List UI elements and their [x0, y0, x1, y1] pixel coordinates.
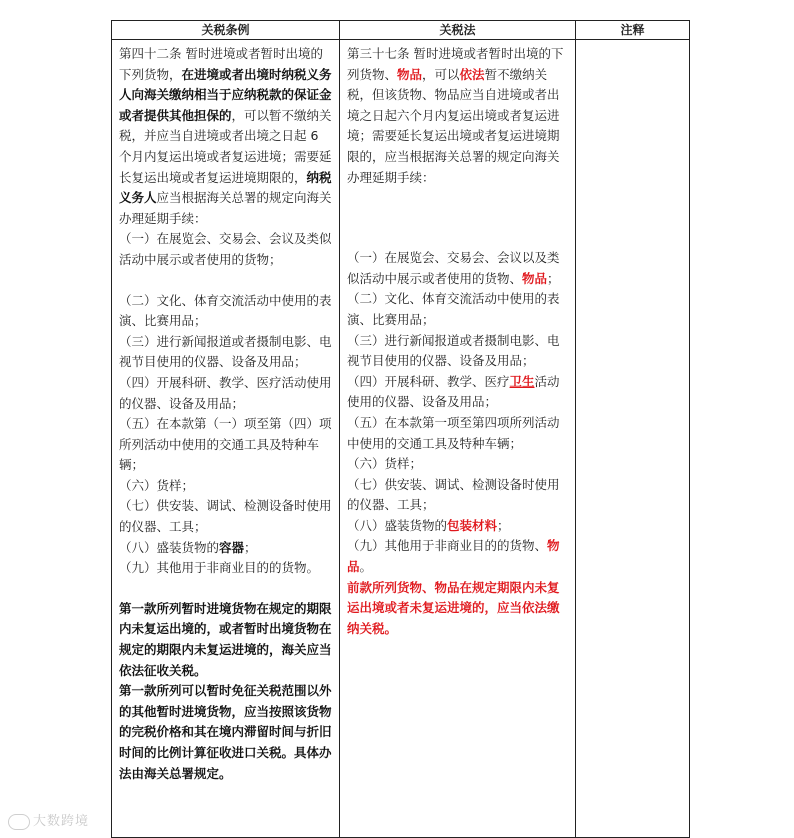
emphasized-text: 包装材料	[447, 517, 498, 533]
clause-paragraph	[119, 476, 334, 497]
blank-line	[347, 228, 570, 248]
blank-line	[347, 208, 570, 228]
header-law: 关税法	[340, 21, 576, 40]
clause-paragraph	[119, 44, 334, 229]
clause-paragraph	[347, 331, 570, 372]
clause-text: （二）文化、体育交流活动中使用的表演、比赛用品；	[119, 292, 332, 329]
notes-column	[576, 40, 690, 838]
clause-paragraph	[347, 475, 570, 516]
clause-text: （一）在展览会、交易会、会议以及类似活动中展示或者使用的货物、	[347, 250, 560, 286]
clause-text: （七）供安装、调试、检测设备时使用的仪器、工具；	[347, 476, 560, 513]
clause-paragraph	[119, 332, 334, 373]
emphasized-text: 卫生	[509, 373, 535, 389]
clause-paragraph	[119, 414, 334, 476]
blank-line	[119, 271, 334, 291]
clause-text: （八）盛装货物的	[347, 517, 448, 533]
emphasized-text: 第一款所列暂时进境货物在规定的期限内未复运出境的，或者暂时出境货物在规定的期限内未复运进境的，海关应当依法征收关税。	[119, 600, 332, 678]
clause-text: （六）货样；	[119, 477, 195, 493]
content-row	[112, 40, 690, 838]
clause-text: （五）在本款第（一）项至第（四）项所列活动中使用的交通工具及特种车辆；	[119, 416, 332, 473]
emphasized-text: 在进境或者出境时纳税义务人向海关缴纳相当于应纳税款的保证金或者提供其他担保的	[119, 66, 332, 123]
clause-paragraph	[119, 229, 334, 270]
clause-text: 应当根据海关总署的规定向海关办理延期手续：	[119, 190, 332, 226]
clause-paragraph	[119, 496, 334, 537]
clause-text: （六）货样；	[347, 456, 423, 472]
clause-text: （八）盛装货物的	[119, 539, 220, 555]
clause-text: 。	[359, 559, 373, 575]
emphasized-text: 第一款所列可以暂时免征关税范围以外的其他暂时进境货物，应当按照该货物的完税价格和其在境内滞留时间与折旧时间的比例计算征收进口关税。具体办法由海关总署规定。	[119, 683, 332, 781]
watermark-logo-icon	[8, 814, 30, 830]
clause-text: （四）开展科研、教学、医疗	[347, 373, 510, 389]
clause-text: （三）进行新闻报道或者摄制电影、电视节目使用的仪器、设备及用品；	[119, 333, 332, 370]
clause-paragraph	[347, 413, 570, 454]
watermark-text: 大数跨境	[33, 814, 90, 829]
emphasized-text: 物品	[397, 66, 423, 82]
clause-text: （三）进行新闻报道或者摄制电影、电视节目使用的仪器、设备及用品；	[347, 332, 560, 369]
clause-paragraph	[347, 372, 570, 413]
clause-text: ；	[547, 270, 560, 286]
clause-paragraph	[347, 578, 570, 640]
blank-line	[347, 188, 570, 208]
clause-paragraph	[119, 373, 334, 414]
clause-paragraph	[347, 289, 570, 330]
emphasized-text: 依法	[459, 66, 485, 82]
law-column	[340, 40, 576, 838]
clause-text: 第四十二条 暂时进境或者暂时出境的下列货物，	[119, 46, 323, 82]
clause-text: 第三十七条 暂时进境或者暂时出境的下列货物、	[347, 46, 564, 82]
clause-paragraph	[347, 516, 570, 537]
emphasized-text: 纳税义务人	[119, 169, 332, 206]
comparison-table	[111, 20, 690, 838]
emphasized-text: 物品	[347, 538, 560, 575]
clause-paragraph	[119, 681, 334, 784]
blank-line	[119, 579, 334, 599]
clause-paragraph	[119, 599, 334, 681]
clause-text: （七）供安装、调试、检测设备时使用的仪器、工具；	[119, 498, 332, 535]
header-notes: 注释	[576, 21, 690, 40]
clause-text: ，可以暂不缴纳关税，并应当自进境或者出境之日起 6 个月内复运出境或者复运进境；需要延长复运出境或者复运进境期限的，	[119, 107, 332, 185]
clause-paragraph	[119, 538, 334, 559]
clause-paragraph	[119, 291, 334, 332]
watermark	[8, 810, 89, 830]
clause-text: （九）其他用于非商业目的的货物、	[347, 538, 548, 554]
clause-text: （四）开展科研、教学、医疗活动使用的仪器、设备及用品；	[119, 374, 332, 411]
clause-paragraph	[347, 536, 570, 577]
clause-text: （五）在本款第一项至第四项所列活动中使用的交通工具及特种车辆；	[347, 414, 560, 451]
clause-text: （二）文化、体育交流活动中使用的表演、比赛用品；	[347, 291, 560, 327]
clause-paragraph	[347, 248, 570, 289]
emphasized-text: 物品	[522, 270, 548, 286]
clause-text: 活动使用的仪器、设备及用品；	[347, 373, 560, 410]
header-row	[112, 21, 690, 40]
regulation-column	[112, 40, 340, 838]
emphasized-text: 前款所列货物、物品在规定期限内未复运出境或者未复运进境的，应当依法缴纳关税。	[347, 579, 560, 636]
clause-paragraph	[347, 44, 570, 188]
clause-paragraph	[119, 558, 334, 579]
clause-text: （九）其他用于非商业目的的货物。	[119, 560, 320, 576]
clause-text: ，可以	[422, 66, 460, 82]
clause-text: ；	[244, 539, 257, 555]
header-regulation: 关税条例	[112, 21, 340, 40]
clause-text: （一）在展览会、交易会、会议及类似活动中展示或者使用的货物；	[119, 231, 332, 267]
clause-text: 暂不缴纳关税，但该货物、物品应当自进境或者出境之日起六个月内复运出境或者复运进境；需要延长复运出境或者复运进境期限的，应当根据海关总署的规定向海关办理延期手续：	[347, 66, 560, 185]
emphasized-text: 容器	[219, 539, 245, 555]
clause-text: ；	[497, 517, 510, 533]
clause-paragraph	[347, 454, 570, 475]
